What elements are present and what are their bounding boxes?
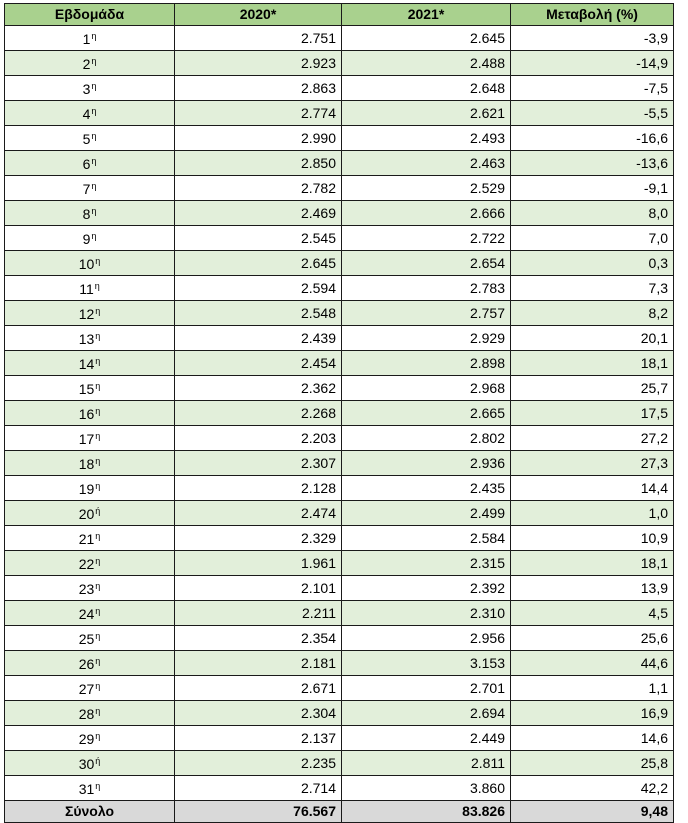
- value-2020: 2.751: [175, 26, 342, 51]
- week-cell: [5, 601, 175, 626]
- table-row: [5, 126, 674, 151]
- change-percent: 25,8: [511, 751, 674, 776]
- value-2020: 2.307: [175, 451, 342, 476]
- change-percent: 18,1: [511, 351, 674, 376]
- value-2020: 2.101: [175, 576, 342, 601]
- week-number: 11: [79, 281, 94, 297]
- table-row: [5, 476, 674, 501]
- week-number: 12: [78, 306, 95, 322]
- week-number: 10: [78, 256, 95, 272]
- week-number: 17: [78, 431, 95, 447]
- week-number: 29: [78, 731, 95, 747]
- week-number: 2: [82, 56, 91, 72]
- table-row: [5, 301, 674, 326]
- table-row: [5, 251, 674, 276]
- week-number: 23: [78, 581, 95, 597]
- value-2020: 2.863: [175, 76, 342, 101]
- table-row: [5, 626, 674, 651]
- value-2020: 2.474: [175, 501, 342, 526]
- week-number: 25: [78, 631, 95, 647]
- change-percent: 8,0: [511, 201, 674, 226]
- week-ordinal-suffix: η: [95, 706, 101, 716]
- table-row: [5, 326, 674, 351]
- header-2021: 2021*: [342, 4, 511, 26]
- table-row: [5, 726, 674, 751]
- value-2020: 1.961: [175, 551, 342, 576]
- change-percent: 8,2: [511, 301, 674, 326]
- week-ordinal-suffix: η: [91, 131, 97, 141]
- total-row: [5, 801, 674, 823]
- week-number: 13: [78, 331, 95, 347]
- week-number: 26: [78, 656, 95, 672]
- change-percent: 16,9: [511, 701, 674, 726]
- week-cell: [5, 176, 175, 201]
- total-label: Σύνολο: [5, 801, 175, 823]
- week-ordinal-suffix: η: [95, 306, 101, 316]
- change-percent: -7,5: [511, 76, 674, 101]
- value-2021: 2.499: [342, 501, 511, 526]
- week-ordinal-suffix: η: [91, 31, 97, 41]
- value-2020: 2.714: [175, 776, 342, 801]
- week-cell: [5, 76, 175, 101]
- week-cell: [5, 701, 175, 726]
- change-percent: 1,1: [511, 676, 674, 701]
- value-2021: 2.392: [342, 576, 511, 601]
- value-2020: 2.782: [175, 176, 342, 201]
- change-percent: 14,4: [511, 476, 674, 501]
- week-number: 15: [78, 381, 95, 397]
- week-ordinal-suffix: η: [95, 581, 101, 591]
- change-percent: 10,9: [511, 526, 674, 551]
- table-row: [5, 76, 674, 101]
- value-2020: 2.454: [175, 351, 342, 376]
- value-2020: 2.329: [175, 526, 342, 551]
- table-row: [5, 651, 674, 676]
- value-2020: 2.439: [175, 326, 342, 351]
- value-2020: 2.362: [175, 376, 342, 401]
- value-2021: 2.463: [342, 151, 511, 176]
- week-number: 24: [78, 606, 95, 622]
- week-ordinal-suffix: η: [95, 431, 101, 441]
- change-percent: 20,1: [511, 326, 674, 351]
- week-ordinal-suffix: η: [95, 256, 101, 266]
- week-cell: [5, 726, 175, 751]
- week-cell: [5, 376, 175, 401]
- week-ordinal-suffix: η: [94, 281, 100, 291]
- week-cell: [5, 326, 175, 351]
- week-ordinal-suffix: η: [91, 56, 97, 66]
- change-percent: -14,9: [511, 51, 674, 76]
- value-2020: 2.304: [175, 701, 342, 726]
- week-ordinal-suffix: η: [95, 681, 101, 691]
- week-cell: [5, 251, 175, 276]
- header-week: Εβδομάδα: [5, 4, 175, 26]
- week-number: 4: [82, 106, 91, 122]
- table-row: [5, 351, 674, 376]
- table-row: [5, 576, 674, 601]
- table-row: [5, 526, 674, 551]
- week-cell: [5, 301, 175, 326]
- value-2021: 2.956: [342, 626, 511, 651]
- change-percent: -9,1: [511, 176, 674, 201]
- table-row: [5, 751, 674, 776]
- table-row: [5, 226, 674, 251]
- value-2021: 2.722: [342, 226, 511, 251]
- week-cell: [5, 751, 175, 776]
- week-cell: [5, 126, 175, 151]
- week-number: 9: [82, 231, 91, 247]
- week-ordinal-suffix: η: [91, 181, 97, 191]
- value-2021: 2.654: [342, 251, 511, 276]
- week-cell: [5, 26, 175, 51]
- week-number: 3: [82, 81, 91, 97]
- week-cell: [5, 151, 175, 176]
- table-row: [5, 601, 674, 626]
- table-row: [5, 176, 674, 201]
- change-percent: 1,0: [511, 501, 674, 526]
- week-ordinal-suffix: η: [95, 356, 101, 366]
- week-ordinal-suffix: η: [91, 106, 97, 116]
- table-row: [5, 401, 674, 426]
- table-body: [5, 26, 674, 801]
- week-cell: [5, 101, 175, 126]
- week-cell: [5, 551, 175, 576]
- week-number: 19: [78, 481, 95, 497]
- week-ordinal-suffix: η: [95, 331, 101, 341]
- week-cell: [5, 526, 175, 551]
- table-row: [5, 701, 674, 726]
- data-table-container: [4, 3, 674, 823]
- week-cell: [5, 576, 175, 601]
- change-percent: -16,6: [511, 126, 674, 151]
- value-2021: 2.757: [342, 301, 511, 326]
- week-number: 5: [82, 131, 91, 147]
- change-percent: -13,6: [511, 151, 674, 176]
- value-2021: 3.860: [342, 776, 511, 801]
- header-change: Μεταβολή (%): [511, 4, 674, 26]
- table-row: [5, 26, 674, 51]
- value-2020: 2.211: [175, 601, 342, 626]
- week-ordinal-suffix: η: [95, 631, 101, 641]
- value-2021: 2.488: [342, 51, 511, 76]
- value-2021: 2.315: [342, 551, 511, 576]
- week-cell: [5, 776, 175, 801]
- value-2021: 2.802: [342, 426, 511, 451]
- week-cell: [5, 201, 175, 226]
- week-ordinal-suffix: η: [95, 656, 101, 666]
- week-ordinal-suffix: η: [91, 206, 97, 216]
- week-ordinal-suffix: η: [91, 156, 97, 166]
- value-2021: 3.153: [342, 651, 511, 676]
- table-row: [5, 426, 674, 451]
- change-percent: 17,5: [511, 401, 674, 426]
- week-number: 14: [78, 356, 95, 372]
- value-2020: 2.469: [175, 201, 342, 226]
- value-2020: 2.671: [175, 676, 342, 701]
- week-ordinal-suffix: η: [95, 481, 101, 491]
- change-percent: 7,0: [511, 226, 674, 251]
- change-percent: 42,2: [511, 776, 674, 801]
- table-row: [5, 101, 674, 126]
- table-header-row: [5, 4, 674, 26]
- week-cell: [5, 426, 175, 451]
- week-cell: [5, 676, 175, 701]
- value-2021: 2.936: [342, 451, 511, 476]
- change-percent: 18,1: [511, 551, 674, 576]
- week-ordinal-suffix: η: [95, 406, 101, 416]
- value-2020: 2.545: [175, 226, 342, 251]
- week-number: 31: [78, 781, 95, 797]
- table-row: [5, 51, 674, 76]
- table-row: [5, 201, 674, 226]
- table-row: [5, 151, 674, 176]
- week-cell: [5, 476, 175, 501]
- value-2021: 2.898: [342, 351, 511, 376]
- week-ordinal-suffix: η: [95, 731, 101, 741]
- value-2020: 2.645: [175, 251, 342, 276]
- week-number: 28: [78, 706, 95, 722]
- value-2021: 2.529: [342, 176, 511, 201]
- week-ordinal-suffix: η: [95, 781, 101, 791]
- week-number: 18: [78, 456, 95, 472]
- change-percent: 25,7: [511, 376, 674, 401]
- value-2021: 2.811: [342, 751, 511, 776]
- change-percent: 7,3: [511, 276, 674, 301]
- table-row: [5, 501, 674, 526]
- value-2020: 2.850: [175, 151, 342, 176]
- header-2020: 2020*: [175, 4, 342, 26]
- value-2021: 2.449: [342, 726, 511, 751]
- value-2021: 2.665: [342, 401, 511, 426]
- change-percent: 4,5: [511, 601, 674, 626]
- week-ordinal-suffix: η: [95, 606, 101, 616]
- value-2021: 2.648: [342, 76, 511, 101]
- value-2020: 2.203: [175, 426, 342, 451]
- week-cell: [5, 226, 175, 251]
- table-row: [5, 376, 674, 401]
- week-ordinal-suffix: η: [95, 531, 101, 541]
- week-ordinal-suffix: η: [91, 81, 97, 91]
- week-cell: [5, 351, 175, 376]
- value-2021: 2.694: [342, 701, 511, 726]
- change-percent: 25,6: [511, 626, 674, 651]
- value-2020: 2.235: [175, 751, 342, 776]
- value-2021: 2.929: [342, 326, 511, 351]
- total-2021: 83.826: [342, 801, 511, 823]
- table-row: [5, 276, 674, 301]
- week-cell: [5, 651, 175, 676]
- value-2021: 2.584: [342, 526, 511, 551]
- value-2020: 2.923: [175, 51, 342, 76]
- value-2021: 2.493: [342, 126, 511, 151]
- table-row: [5, 451, 674, 476]
- week-number: 1: [82, 31, 91, 47]
- week-cell: [5, 501, 175, 526]
- weekly-comparison-table: [4, 3, 674, 823]
- value-2020: 2.181: [175, 651, 342, 676]
- value-2021: 2.783: [342, 276, 511, 301]
- week-cell: [5, 401, 175, 426]
- value-2021: 2.621: [342, 101, 511, 126]
- week-number: 7: [82, 181, 91, 197]
- week-cell: [5, 451, 175, 476]
- value-2020: 2.137: [175, 726, 342, 751]
- value-2020: 2.594: [175, 276, 342, 301]
- value-2020: 2.128: [175, 476, 342, 501]
- week-number: 27: [78, 681, 95, 697]
- week-number: 20: [78, 506, 95, 522]
- week-number: 16: [78, 406, 95, 422]
- value-2020: 2.990: [175, 126, 342, 151]
- change-percent: 27,2: [511, 426, 674, 451]
- value-2021: 2.701: [342, 676, 511, 701]
- week-number: 6: [82, 156, 91, 172]
- change-percent: 13,9: [511, 576, 674, 601]
- total-change: 9,48: [511, 801, 674, 823]
- table-row: [5, 776, 674, 801]
- week-number: 30: [78, 756, 95, 772]
- change-percent: 44,6: [511, 651, 674, 676]
- week-number: 22: [78, 556, 95, 572]
- value-2021: 2.310: [342, 601, 511, 626]
- value-2021: 2.666: [342, 201, 511, 226]
- value-2021: 2.968: [342, 376, 511, 401]
- value-2021: 2.645: [342, 26, 511, 51]
- value-2020: 2.354: [175, 626, 342, 651]
- week-number: 21: [78, 531, 95, 547]
- table-row: [5, 551, 674, 576]
- week-cell: [5, 51, 175, 76]
- value-2021: 2.435: [342, 476, 511, 501]
- change-percent: -3,9: [511, 26, 674, 51]
- week-number: 8: [82, 206, 91, 222]
- week-ordinal-suffix: η: [95, 456, 101, 466]
- change-percent: 27,3: [511, 451, 674, 476]
- week-ordinal-suffix: η: [95, 556, 101, 566]
- week-cell: [5, 276, 175, 301]
- week-ordinal-suffix: ή: [95, 756, 101, 766]
- total-2020: 76.567: [175, 801, 342, 823]
- week-ordinal-suffix: η: [91, 231, 97, 241]
- change-percent: 14,6: [511, 726, 674, 751]
- change-percent: 0,3: [511, 251, 674, 276]
- value-2020: 2.774: [175, 101, 342, 126]
- value-2020: 2.268: [175, 401, 342, 426]
- week-ordinal-suffix: η: [95, 381, 101, 391]
- week-ordinal-suffix: ή: [95, 506, 101, 516]
- week-cell: [5, 626, 175, 651]
- change-percent: -5,5: [511, 101, 674, 126]
- value-2020: 2.548: [175, 301, 342, 326]
- table-row: [5, 676, 674, 701]
